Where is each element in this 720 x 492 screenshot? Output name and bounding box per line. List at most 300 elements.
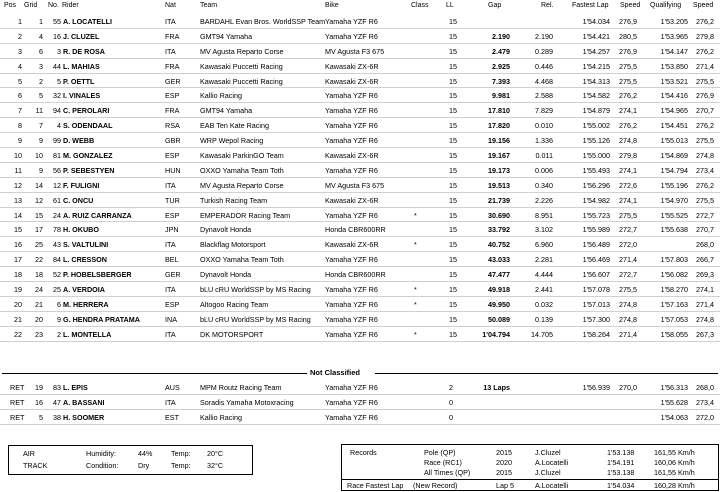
record-label: Pole (QP) [424, 448, 456, 457]
table-row [0, 29, 720, 44]
cell-fl: 1'56.489 [582, 240, 610, 250]
cell-team: MV Agusta Reparto Corse [200, 46, 284, 56]
cell-team: Kallio Racing [200, 412, 242, 422]
track-temp-label: Temp: [171, 461, 191, 470]
cell-q: 1'55.628 [660, 397, 688, 407]
cell-grid: 3 [39, 61, 43, 71]
cell-nat: ESP [165, 210, 180, 220]
cell-nat: ITA [165, 17, 176, 26]
cell-grid: 9 [39, 165, 43, 175]
cell-rider: P. SEBESTYEN [63, 165, 115, 175]
cell-gap: 2.190 [492, 31, 510, 41]
cell-q: 1'58.055 [660, 329, 688, 339]
cell-bike: Yamaha YZF R6 [325, 136, 378, 146]
table-row [0, 327, 720, 342]
record-time: 1'53.138 [607, 468, 635, 477]
not-classified-table [0, 380, 720, 425]
cell-bike: Kawasaki ZX-6R [325, 61, 379, 71]
cell-cls: * [414, 240, 417, 250]
col-no: No. [48, 2, 59, 9]
table-row [0, 193, 720, 208]
cell-rel: 2.190 [535, 31, 553, 41]
cell-qs: 274,8 [696, 314, 714, 324]
cell-rel: 1.336 [535, 136, 553, 146]
cell-grid: 9 [39, 136, 43, 146]
cell-grid: 23 [35, 329, 43, 339]
cell-no: 2 [57, 329, 61, 339]
cell-q: 1'56.313 [660, 383, 688, 392]
cell-gap: 21.739 [488, 195, 510, 205]
cell-rider: M. GONZALEZ [63, 151, 113, 161]
cell-grid: 17 [35, 225, 43, 235]
records-divider [342, 479, 718, 480]
track-temp-value: 32°C [207, 461, 224, 470]
cell-pos: 2 [18, 31, 22, 41]
table-row [0, 163, 720, 178]
cell-q: 1'54.063 [660, 412, 688, 422]
col-class: Class [411, 2, 429, 9]
col-ll: LL [446, 2, 454, 9]
cell-fl: 1'54.421 [582, 31, 610, 41]
cell-bike: Yamaha YZF R6 [325, 285, 378, 295]
cell-qs: 276,2 [696, 121, 714, 131]
cell-nat: FRA [165, 61, 180, 71]
cell-bike: Yamaha YZF R6 [325, 255, 378, 265]
cell-nat: ITA [165, 46, 176, 56]
cell-ll: 15 [449, 76, 457, 86]
cell-qs: 274,1 [696, 285, 714, 295]
cell-fl: 1'56.607 [582, 270, 610, 280]
cell-fl: 1'55.989 [582, 225, 610, 235]
cell-spd: 274,1 [619, 195, 637, 205]
cell-bike: Yamaha YZF R6 [325, 31, 378, 41]
cell-rider: C. ONCU [63, 195, 94, 205]
cell-team: DK MOTORSPORT [200, 329, 264, 339]
cell-no: 55 [53, 17, 61, 26]
cell-qs: 273,4 [696, 165, 714, 175]
cell-gap: 30.690 [488, 210, 510, 220]
cell-q: 1'57.803 [660, 255, 688, 265]
cell-qs: 268,0 [696, 240, 714, 250]
record-speed: 160,06 Km/h [654, 458, 695, 467]
cell-fl: 1'54.879 [582, 106, 610, 116]
cell-team: Blackflag Motorsport [200, 240, 266, 250]
cell-bike: Yamaha YZF R6 [325, 383, 378, 392]
cell-rel: 0.139 [535, 314, 553, 324]
cell-rider: D. WEBB [63, 136, 95, 146]
cell-spd: 276,9 [619, 46, 637, 56]
cell-gap: 19.513 [488, 180, 510, 190]
cell-fl: 1'54.257 [582, 46, 610, 56]
cell-ll: 15 [449, 255, 457, 265]
cell-ll: 15 [449, 121, 457, 131]
cell-team: MV Agusta Reparto Corse [200, 180, 284, 190]
cell-rel: 4.468 [535, 76, 553, 86]
cell-spd: 272,7 [619, 225, 637, 235]
record-speed: 161,55 Km/h [654, 448, 695, 457]
cell-bike: MV Agusta F3 675 [325, 46, 385, 56]
not-classified-label: Not Classified [310, 368, 361, 377]
humidity-label: Humidity: [86, 449, 116, 458]
cell-no: 99 [53, 136, 61, 146]
air-temp-value: 20°C [207, 449, 224, 458]
cell-q: 1'53.965 [660, 31, 688, 41]
cell-no: 6 [57, 299, 61, 309]
cell-bike: Kawasaki ZX-6R [325, 76, 379, 86]
table-row [0, 237, 720, 252]
cell-ll: 15 [449, 285, 457, 295]
table-row [0, 59, 720, 74]
cell-no: 56 [53, 165, 61, 175]
cell-gap: 50.089 [488, 314, 510, 324]
cell-spd: 280,5 [619, 31, 637, 41]
cell-ll: 15 [449, 136, 457, 146]
cell-qs: 267,3 [696, 329, 714, 339]
col-nat: Nat [165, 2, 176, 9]
cell-bike: Yamaha YZF R6 [325, 397, 378, 407]
condition-value: Dry [138, 461, 150, 470]
cell-team: WRP Wepol Racing [200, 136, 264, 146]
cell-spd: 274,1 [619, 165, 637, 175]
cell-spd: 279,8 [619, 151, 637, 161]
table-row [0, 312, 720, 327]
weather-box [8, 445, 253, 475]
cell-ll: 15 [449, 195, 457, 205]
cell-rel: 0.010 [535, 121, 553, 131]
cell-fl: 1'56.939 [582, 383, 610, 392]
cell-bike: MV Agusta F3 675 [325, 180, 385, 190]
record-label: Race (RC1) [424, 458, 462, 467]
cell-team: GMT94 Yamaha [200, 106, 253, 116]
cell-rel: 0.340 [535, 180, 553, 190]
cell-bike: Yamaha YZF R6 [325, 91, 378, 101]
cell-gap: 13 Laps [483, 383, 510, 392]
cell-bike: Honda CBR600RR [325, 270, 386, 280]
cell-no: 3 [57, 46, 61, 56]
cell-gap: 7.393 [492, 76, 510, 86]
cell-rel: 0.289 [535, 46, 553, 56]
cell-pos: 16 [14, 240, 22, 250]
cell-rel: 0.032 [535, 299, 553, 309]
cell-team: Altogoo Racing Team [200, 299, 269, 309]
cell-no: 16 [53, 31, 61, 41]
cell-grid: 4 [39, 31, 43, 41]
cell-spd: 270,0 [619, 383, 637, 392]
cell-qs: 274,8 [696, 151, 714, 161]
cell-spd: 275,5 [619, 210, 637, 220]
cell-pos: 12 [14, 180, 22, 190]
record-time: 1'54.191 [607, 458, 635, 467]
cell-ll: 15 [449, 329, 457, 339]
cell-grid: 5 [39, 412, 43, 422]
cell-pos: 4 [18, 61, 22, 71]
cell-bike: Kawasaki ZX-6R [325, 195, 379, 205]
cell-qs: 276,2 [696, 180, 714, 190]
cell-grid: 11 [35, 106, 43, 116]
cell-no: 83 [53, 383, 61, 392]
cell-rider: G. HENDRA PRATAMA [63, 314, 140, 324]
cell-grid: 12 [35, 195, 43, 205]
humidity-value: 44% [138, 449, 153, 458]
cell-grid: 6 [39, 46, 43, 56]
cell-team: Kawasaki ParkinGO Team [200, 151, 284, 161]
cell-gap: 19.173 [488, 165, 510, 175]
cell-fl: 1'57.013 [582, 299, 610, 309]
cell-team: Soradis Yamaha Motoxracing [200, 397, 294, 407]
table-row [0, 14, 720, 29]
cell-pos: 15 [14, 225, 22, 235]
cell-fl: 1'54.215 [582, 61, 610, 71]
cell-gap: 17.810 [488, 106, 510, 116]
table-row [0, 208, 720, 223]
cell-cls: * [414, 285, 417, 295]
cell-q: 1'54.965 [660, 106, 688, 116]
cell-rider: R. DE ROSA [63, 46, 105, 56]
cell-fl: 1'58.264 [582, 329, 610, 339]
cell-gap: 47.477 [488, 270, 510, 280]
cell-q: 1'57.053 [660, 314, 688, 324]
cell-team: Turkish Racing Team [200, 195, 268, 205]
table-row [0, 267, 720, 282]
cell-nat: INA [165, 314, 177, 324]
cell-fl: 1'57.300 [582, 314, 610, 324]
cell-grid: 25 [35, 240, 43, 250]
record-name: J.Cluzel [535, 468, 561, 477]
cell-grid: 5 [39, 91, 43, 101]
table-row [0, 103, 720, 118]
cell-qs: 271,4 [696, 299, 714, 309]
records-box [341, 444, 719, 491]
cell-rel: 8.951 [535, 210, 553, 220]
cell-no: 78 [53, 225, 61, 235]
cell-qs: 279,8 [696, 31, 714, 41]
cell-rel: 6.960 [535, 240, 553, 250]
fastest-lap-lap: Lap 5 [496, 481, 514, 490]
cell-ll: 15 [449, 165, 457, 175]
cell-q: 1'55.196 [660, 180, 688, 190]
cell-spd: 276,9 [619, 17, 637, 26]
cell-team: EAB Ten Kate Racing [200, 121, 269, 131]
cell-ll: 15 [449, 299, 457, 309]
cell-ll: 2 [449, 383, 453, 392]
cell-spd: 274,1 [619, 106, 637, 116]
cell-nat: TUR [165, 195, 180, 205]
cell-grid: 16 [35, 397, 43, 407]
cell-pos: RET [10, 397, 25, 407]
cell-q: 1'53.850 [660, 61, 688, 71]
cell-rel: 14.705 [531, 329, 553, 339]
cell-nat: ITA [165, 329, 176, 339]
cell-bike: Kawasaki ZX-6R [325, 151, 379, 161]
cell-rel: 2.281 [535, 255, 553, 265]
cell-no: 84 [53, 255, 61, 265]
cell-q: 1'54.794 [660, 165, 688, 175]
cell-nat: GBR [165, 136, 181, 146]
cell-pos: 1 [18, 17, 22, 26]
cell-q: 1'54.416 [660, 91, 688, 101]
cell-team: OXXO Yamaha Team Toth [200, 255, 284, 265]
cell-rel: 4.444 [535, 270, 553, 280]
cell-ll: 0 [449, 412, 453, 422]
cell-q: 1'56.082 [660, 270, 688, 280]
cell-rider: J. CLUZEL [63, 31, 100, 41]
record-year: 2015 [496, 448, 512, 457]
cell-gap: 40.752 [488, 240, 510, 250]
cell-gap: 49.918 [488, 285, 510, 295]
cell-rider: H. OKUBO [63, 225, 99, 235]
cell-ll: 15 [449, 106, 457, 116]
cell-gap: 33.792 [488, 225, 510, 235]
cell-nat: ESP [165, 91, 180, 101]
cell-pos: 9 [18, 136, 22, 146]
record-time: 1'53.138 [607, 448, 635, 457]
cell-q: 1'54.451 [660, 121, 688, 131]
cell-qs: 270,7 [696, 106, 714, 116]
cell-nat: ITA [165, 240, 176, 250]
cell-rider: L. MONTELLA [63, 329, 112, 339]
cell-team: Kallio Racing [200, 91, 242, 101]
cell-nat: ESP [165, 299, 180, 309]
cell-pos: 21 [14, 314, 22, 324]
cell-rel: 0.446 [535, 61, 553, 71]
table-row [0, 178, 720, 193]
record-year: 2015 [496, 468, 512, 477]
record-name: A.Locatelli [535, 458, 569, 467]
cell-bike: Honda CBR600RR [325, 225, 386, 235]
cell-rider: L. CRESSON [63, 255, 107, 265]
col-pos: Pos [4, 2, 17, 9]
cell-grid: 15 [35, 210, 43, 220]
cell-no: 32 [53, 91, 61, 101]
cell-spd: 275,5 [619, 76, 637, 86]
cell-qs: 266,7 [696, 255, 714, 265]
col-speed-2: Speed [693, 2, 714, 9]
cell-fl: 1'55.002 [582, 121, 610, 131]
cell-cls: * [414, 210, 417, 220]
cell-qs: 271,4 [696, 61, 714, 71]
cell-q: 1'57.163 [660, 299, 688, 309]
cell-team: Dynavolt Honda [200, 225, 252, 235]
cell-bike: Yamaha YZF R6 [325, 329, 378, 339]
cell-nat: FRA [165, 31, 180, 41]
cell-gap: 1'04.794 [482, 329, 510, 339]
cell-spd: 272,7 [619, 270, 637, 280]
cell-rel: 2.226 [535, 195, 553, 205]
cell-no: 9 [57, 314, 61, 324]
cell-team: bLU cRU WorldSSP by MS Racing [200, 314, 311, 324]
records-title: Records [350, 448, 377, 457]
air-temp-label: Temp: [171, 449, 191, 458]
cell-pos: 22 [14, 329, 22, 339]
cell-team: OXXO Yamaha Team Toth [200, 165, 284, 175]
table-row [0, 118, 720, 133]
col-speed: Speed [620, 2, 641, 9]
cell-grid: 18 [35, 270, 43, 280]
cell-pos: 11 [14, 165, 22, 175]
cell-qs: 275,5 [696, 76, 714, 86]
cell-rel: 0.006 [535, 165, 553, 175]
cell-no: 61 [53, 195, 61, 205]
cell-fl: 1'54.982 [582, 195, 610, 205]
cell-pos: RET [10, 412, 25, 422]
table-row [0, 282, 720, 297]
cell-nat: RSA [165, 121, 180, 131]
cell-nat: GER [165, 270, 181, 280]
cell-nat: EST [165, 412, 179, 422]
cell-spd: 271,4 [619, 255, 637, 265]
col-qualifying: Qualifying [650, 2, 682, 9]
cell-ll: 15 [449, 61, 457, 71]
cell-spd: 274,8 [619, 299, 637, 309]
cell-nat: ESP [165, 151, 180, 161]
cell-pos: 14 [14, 210, 22, 220]
cell-no: 25 [53, 285, 61, 295]
cell-no: 4 [57, 121, 61, 131]
cell-pos: 17 [14, 255, 22, 265]
cell-rider: H. SOOMER [63, 412, 105, 422]
cell-fl: 1'55.493 [582, 165, 610, 175]
cell-rider: M. HERRERA [63, 299, 109, 309]
cell-no: 52 [53, 270, 61, 280]
cell-rel: 7.829 [535, 106, 553, 116]
cell-spd: 276,2 [619, 121, 637, 131]
cell-ll: 15 [449, 91, 457, 101]
cell-gap: 19.167 [488, 151, 510, 161]
col-team: Team [200, 2, 218, 9]
table-row [0, 133, 720, 148]
record-speed: 161,55 Km/h [654, 468, 695, 477]
cell-qs: 276,9 [696, 91, 714, 101]
table-row [0, 148, 720, 163]
table-row [0, 44, 720, 59]
cell-no: 43 [53, 240, 61, 250]
cell-grid: 2 [39, 76, 43, 86]
cell-q: 1'54.869 [660, 151, 688, 161]
cell-spd: 275,5 [619, 285, 637, 295]
cell-pos: 8 [18, 121, 22, 131]
cell-gap: 9.981 [492, 91, 510, 101]
cell-no: 12 [53, 180, 61, 190]
cell-fl: 1'55.126 [582, 136, 610, 146]
cell-fl: 1'54.034 [582, 17, 610, 26]
cell-gap: 2.479 [492, 46, 510, 56]
cell-rider: P. HOBELSBERGER [63, 270, 132, 280]
cell-fl: 1'57.078 [582, 285, 610, 295]
cell-bike: Yamaha YZF R6 [325, 106, 378, 116]
cell-pos: 5 [18, 76, 22, 86]
cell-gap: 2.925 [492, 61, 510, 71]
track-label: TRACK [23, 461, 48, 470]
cell-rider: S. VALTULINI [63, 240, 109, 250]
cell-qs: 273,4 [696, 397, 714, 407]
not-classified-divider [0, 368, 720, 380]
cell-nat: FRA [165, 106, 180, 116]
cell-ll: 15 [449, 151, 457, 161]
cell-spd: 272,0 [619, 240, 637, 250]
cell-rider: A. VERDOIA [63, 285, 105, 295]
col-rider: Rider [62, 2, 79, 9]
cell-q: 1'53.205 [660, 17, 688, 26]
cell-spd: 274,8 [619, 314, 637, 324]
table-row [0, 252, 720, 267]
cell-team: Dynavolt Honda [200, 270, 252, 280]
cell-fl: 1'55.723 [582, 210, 610, 220]
cell-grid: 24 [35, 285, 43, 295]
table-row [0, 395, 720, 410]
fastest-lap-note: (New Record) [413, 481, 458, 490]
cell-no: 47 [53, 397, 61, 407]
cell-qs: 269,3 [696, 270, 714, 280]
